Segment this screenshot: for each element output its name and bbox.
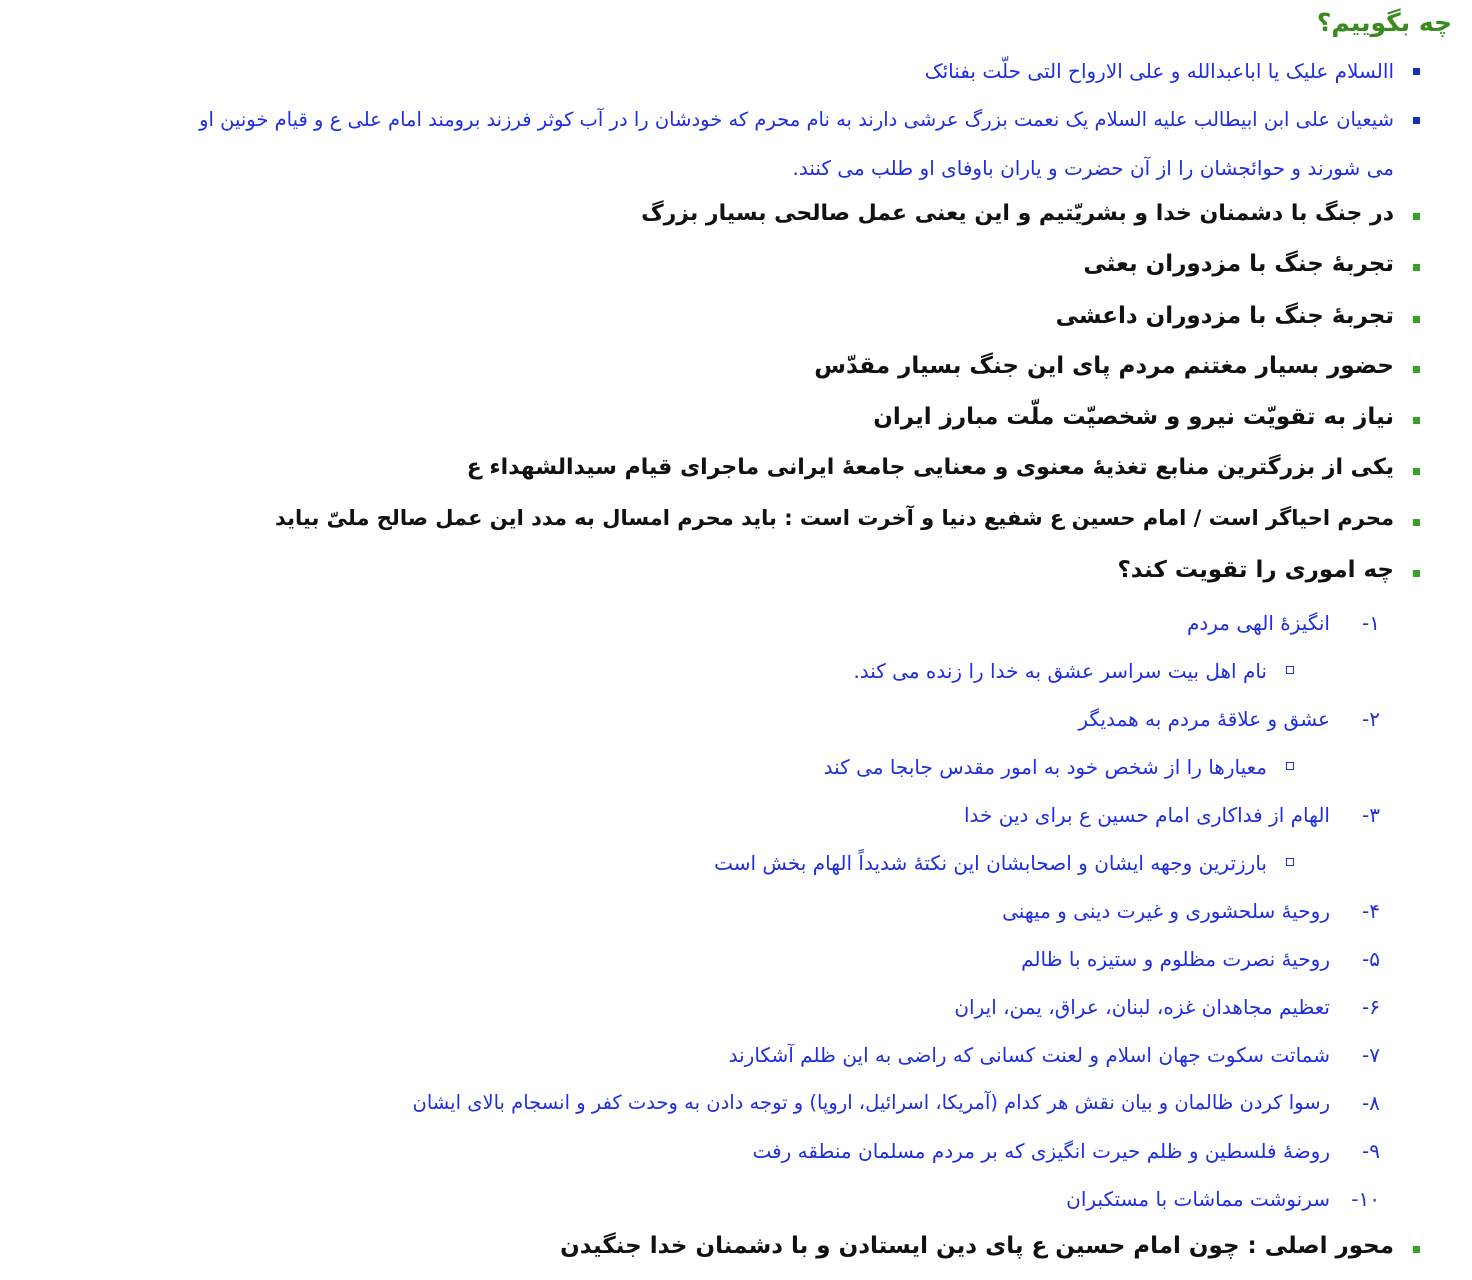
numbered-item-text: رسوا کردن ظالمان و بیان نقش هر کدام (آمریکا، اسرائیل، اروپا) و توجه دادن به وحدت کفر و انسجام بالای ایشان (412, 1091, 1330, 1114)
list-number: ۵- (1362, 947, 1380, 971)
bullet-square-icon (1413, 213, 1420, 220)
bullet-text-shiaian: شیعیان علی ابن ابیطالب علیه السلام یک نعمت بزرگ عرشی دارند به نام محرم که خودشان را در آب کوثر فرزند برومند امام علی ع و قیام خونین او (199, 108, 1394, 131)
numbered-item-text: عشق و علاقۀ مردم به همدیگر (1078, 707, 1330, 731)
bullet-square-icon (1413, 68, 1420, 75)
bullet-text-mehvar-asli: محور اصلی : چون امام حسین ع پای دین ایستادن و با دشمنان خدا جنگیدن (560, 1233, 1394, 1259)
page-title: چه بگوییم؟ (1316, 8, 1452, 37)
list-number: ۱۰- (1351, 1187, 1380, 1211)
numbered-item-text: الهام از فداکاری امام حسین ع برای دین خدا (963, 803, 1330, 827)
numbered-item-text: شماتت سکوت جهان اسلام و لعنت کسانی که راضی به این ظلم آشکارند (728, 1043, 1330, 1067)
bullet-square-icon (1413, 417, 1420, 424)
bullet-square-icon (1413, 468, 1420, 475)
bullet-text-baathi: تجربۀ جنگ با مزدوران بعثی (1083, 251, 1394, 277)
bullet-text-daeshi: تجربۀ جنگ با مزدوران داعشی (1055, 303, 1394, 329)
bullet-square-icon (1413, 519, 1420, 526)
list-number: ۱- (1362, 611, 1380, 635)
sub-item-text: معیارها را از شخص خود به امور مقدس جابجا می کند (823, 755, 1267, 779)
bullet-text-manabe: یکی از بزرگترین منابع تغذیۀ معنوی و معنایی جامعۀ ایرانی ماجرای قیام سیدالشهداء ع (466, 455, 1394, 480)
list-number: ۶- (1362, 995, 1380, 1019)
list-number: ۲- (1362, 707, 1380, 731)
bullet-square-icon (1413, 316, 1420, 323)
bullet-square-icon (1413, 117, 1420, 124)
bullet-text-che-omoori: چه اموری را تقویت کند؟ (1117, 557, 1394, 583)
sub-item-text: بارزترین وجهه ایشان و اصحابشان این نکتۀ شدیداً الهام بخش است (714, 851, 1267, 875)
sub-item-text: نام اهل بیت سراسر عشق به خدا را زنده می کند. (853, 659, 1267, 683)
bullet-text-jang-doshmanan: در جنگ با دشمنان خدا و بشریّتیم و این یعنی عمل صالحی بسیار بزرگ (641, 201, 1394, 226)
bullet-text-salam: االسلام علیک یا اباعبدالله و علی الارواح التی حلّت بفنائک (924, 59, 1394, 83)
numbered-item-text: روضۀ فلسطین و ظلم حیرت انگیزی که بر مردم مسلمان منطقه رفت (752, 1139, 1330, 1163)
bullet-text-hozoor: حضور بسیار مغتنم مردم پای این جنگ بسیار مقدّس (814, 353, 1394, 379)
bullet-square-icon (1413, 570, 1420, 577)
numbered-item-text: تعظیم مجاهدان غزه، لبنان، عراق، یمن، ایران (954, 995, 1330, 1019)
list-number: ۳- (1362, 803, 1380, 827)
bullet-square-icon (1413, 1246, 1420, 1253)
list-number: ۴- (1362, 899, 1380, 923)
numbered-item-text: انگیزۀ الهی مردم (1186, 611, 1330, 635)
bullet-text-moharram-ehyagar: محرم احیاگر است / امام حسین ع شفیع دنیا و آخرت است : باید محرم امسال به مدد این عمل صالح ملیّ بیاید (275, 506, 1394, 530)
hollow-square-bullet-icon (1286, 858, 1294, 866)
bullet-square-icon (1413, 366, 1420, 373)
list-number: ۷- (1362, 1043, 1380, 1067)
list-number: ۹- (1362, 1139, 1380, 1163)
list-number: ۸- (1362, 1091, 1380, 1115)
bullet-text-niaz: نیاز به تقویّت نیرو و شخصیّت ملّت مبارز ایران (873, 404, 1394, 430)
bullet-text-shiaian-continued: می شورند و حوائجشان را از آن حضرت و یاران باوفای او طلب می کنند. (792, 156, 1394, 180)
numbered-item-text: روحیۀ سلحشوری و غیرت دینی و میهنی (1002, 899, 1330, 923)
numbered-item-text: سرنوشت مماشات با مستکبران (1066, 1187, 1330, 1211)
hollow-square-bullet-icon (1286, 762, 1294, 770)
numbered-item-text: روحیۀ نصرت مظلوم و ستیزه با ظالم (1021, 947, 1330, 971)
hollow-square-bullet-icon (1286, 666, 1294, 674)
bullet-square-icon (1413, 264, 1420, 271)
